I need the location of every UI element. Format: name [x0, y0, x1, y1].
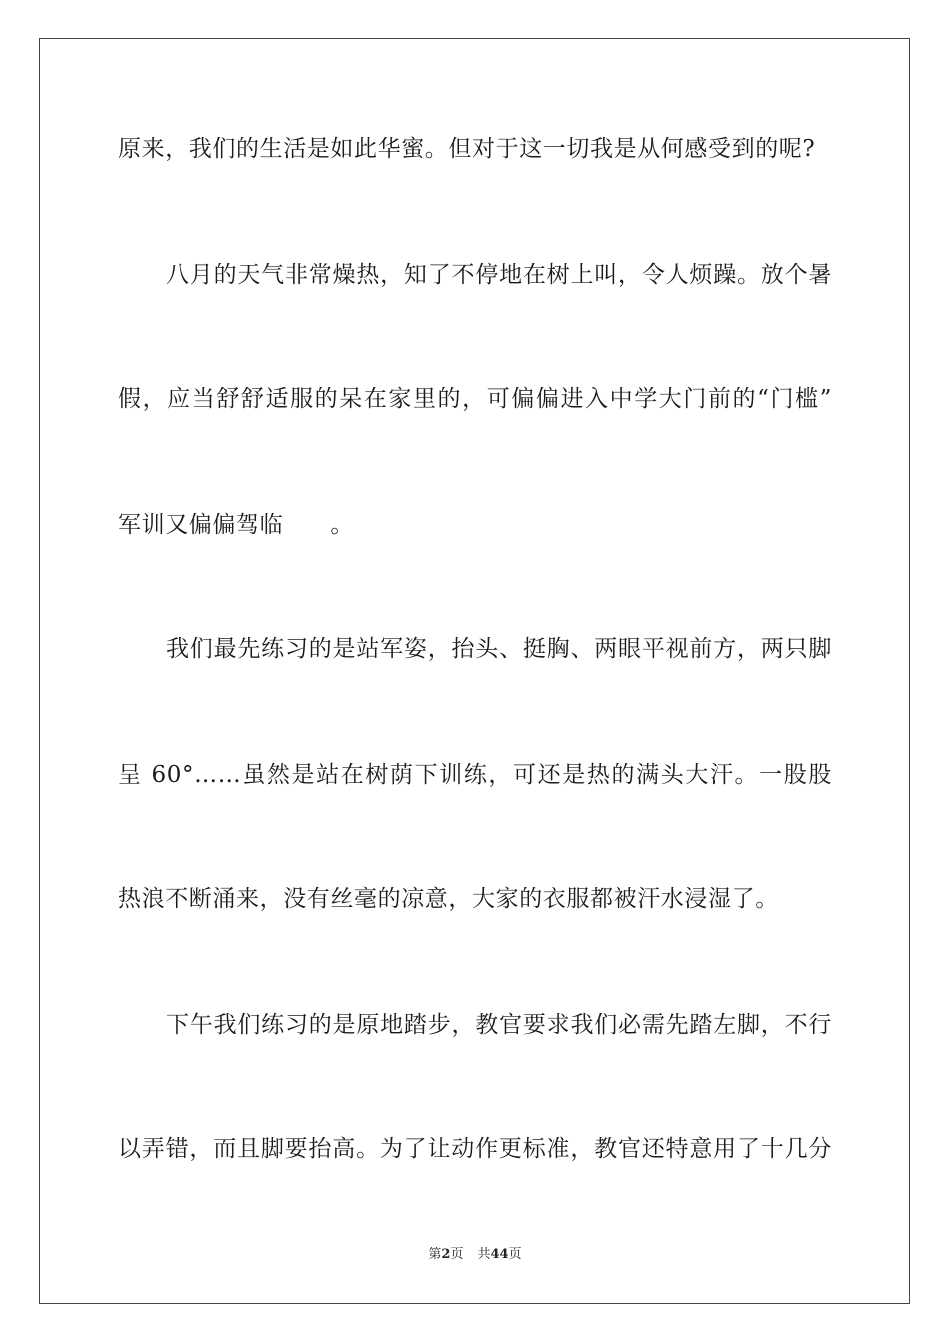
text-line-5: 我们最先练习的是站军姿，抬头、挺胸、两眼平视前方，两只脚 [166, 636, 832, 662]
page-suffix: 页 [450, 1247, 464, 1262]
total-pages: 44 [490, 1247, 509, 1262]
text-line-7: 热浪不断涌来，没有丝毫的凉意，大家的衣服都被汗水浸湿了。 [118, 886, 779, 912]
page-footer [0, 1246, 950, 1264]
text-line-9: 以弄错，而且脚要抬高。为了让动作更标准，教官还特意用了十几分 [118, 1136, 832, 1162]
text-line-6: 呈 60°……虽然是站在树荫下训练，可还是热的满头大汗。一股股 [118, 762, 832, 788]
text-line-2: 八月的天气非常燥热，知了不停地在树上叫，令人烦躁。放个暑 [166, 262, 832, 288]
page-number: 2 [441, 1247, 451, 1262]
text-line-1: 原来，我们的生活是如此华蜜。但对于这一切我是从何感受到的呢? [118, 136, 816, 162]
total-prefix: 共 [477, 1247, 491, 1262]
total-suffix: 页 [508, 1247, 522, 1262]
page-frame [39, 38, 910, 1304]
text-line-4: 军训又偏偏驾临 。 [118, 512, 354, 538]
text-line-3: 假，应当舒舒适服的呆在家里的，可偏偏进入中学大门前的“门槛” [118, 386, 832, 412]
page-prefix: 第 [428, 1247, 442, 1262]
text-line-8: 下午我们练习的是原地踏步，教官要求我们必需先踏左脚，不行 [166, 1012, 832, 1038]
